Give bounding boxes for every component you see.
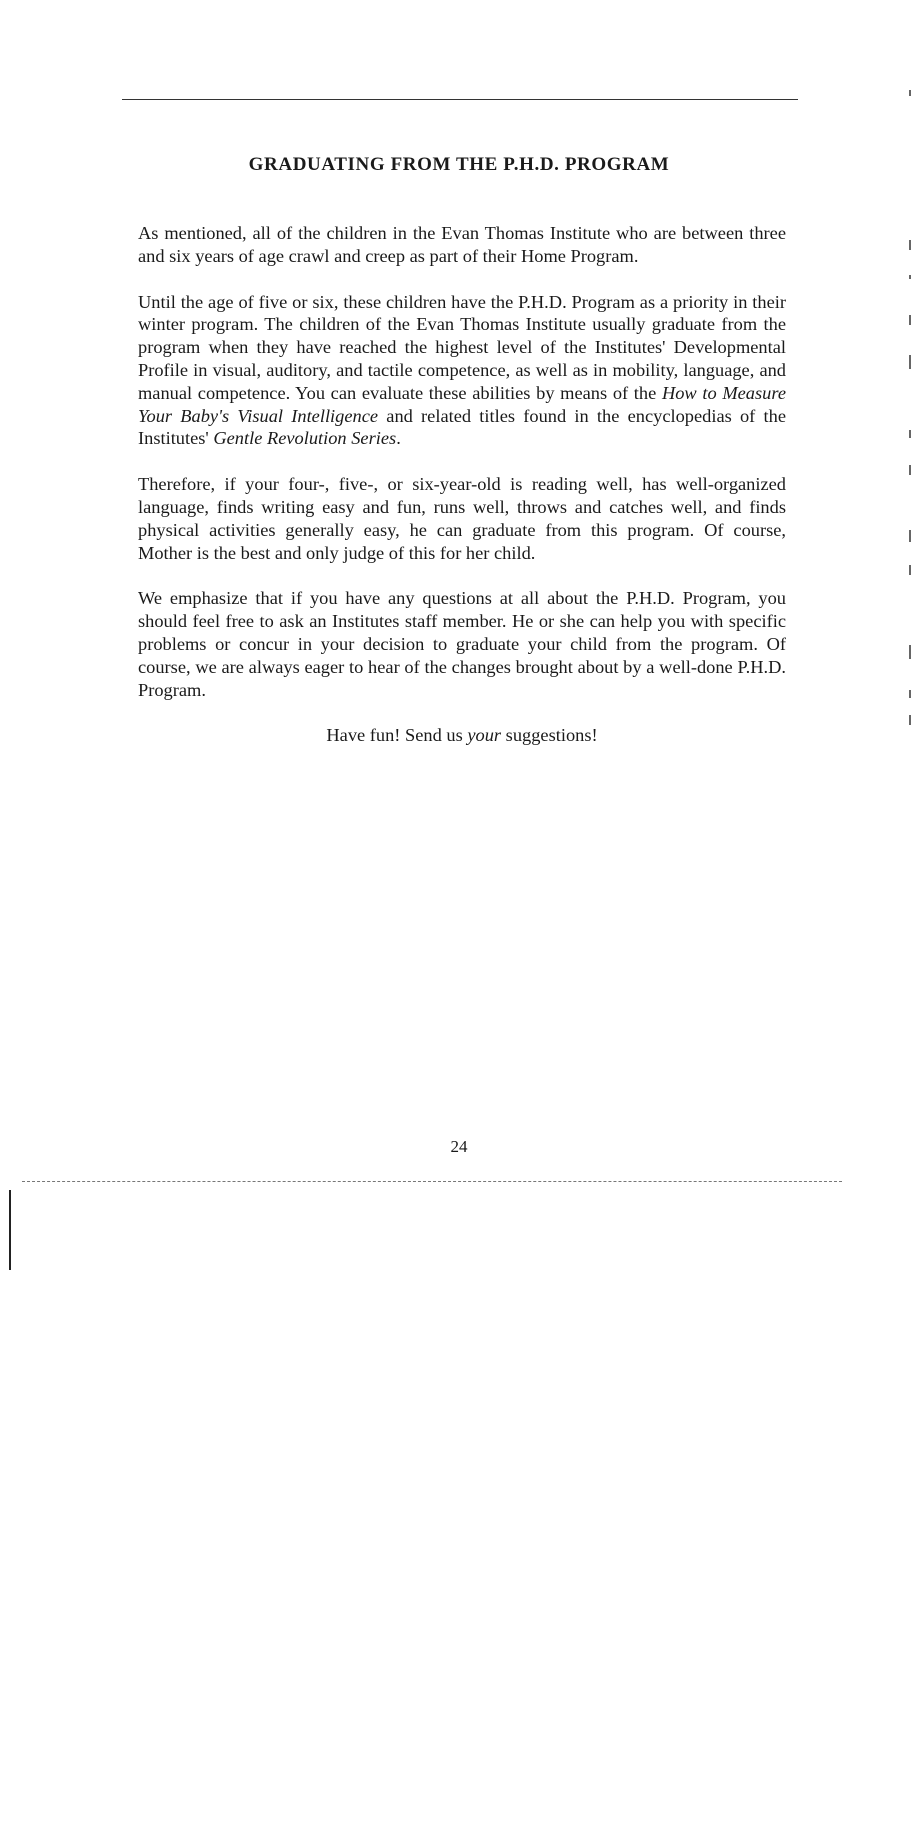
paragraph-2 xyxy=(138,291,786,451)
closing-emphasis: your xyxy=(467,725,502,746)
series-title-gentle-revolution: Gentle Revolution Series xyxy=(213,428,397,449)
scan-edge-marks xyxy=(909,90,913,730)
margin-bar xyxy=(9,1190,11,1270)
paragraph-3: Therefore, if your four-, five-, or six-year-old is reading well, has well-organized language, finds writing easy and fun, runs well, throws and catches well, and finds physical activities generally easy, he can graduate from this program. Of course, Mother is the best and only judge of this for her child. xyxy=(138,474,786,563)
book-title-visual-intelligence: How to Measure Your Baby's Visual Intelligence xyxy=(138,382,786,426)
body-text xyxy=(138,222,786,770)
closing-text-b: suggestions! xyxy=(501,725,598,746)
page-title: GRADUATING FROM THE P.H.D. PROGRAM xyxy=(248,154,670,175)
paragraph-2-text-c: . xyxy=(396,428,401,449)
paragraph-1: As mentioned, all of the children in the Evan Thomas Institute who are between three and six years of age crawl and creep as part of their Home Program. xyxy=(138,223,786,266)
closing-text-a: Have fun! Send us xyxy=(326,725,468,746)
paragraph-2-text-a: Until the age of five or six, these children have the P.H.D. Program as a priority in their winter program. The children of the Evan Thomas Institute usually graduate from the program when they have reached the highest level of the Institutes' Developmental Profile in visual, auditory, and tactile competence, as well as in mobility, language, and manual competence. You can evaluate these abilities by means of the xyxy=(138,291,786,403)
bottom-rule xyxy=(22,1181,842,1182)
paragraph-4: We emphasize that if you have any questions at all about the P.H.D. Program, you should feel free to ask an Institutes staff member. He or she can help you with specific problems or concur in your decision to graduate your child from the program. Of course, we are always eager to hear of the changes brought about by a well-done P.H.D. Program. xyxy=(138,588,786,700)
closing-line xyxy=(138,724,786,747)
page-number: 24 xyxy=(450,1137,468,1156)
top-rule xyxy=(122,99,798,100)
paragraph-2-text-b: and related titles found in the encyclopedias of the Institutes' xyxy=(138,405,786,449)
